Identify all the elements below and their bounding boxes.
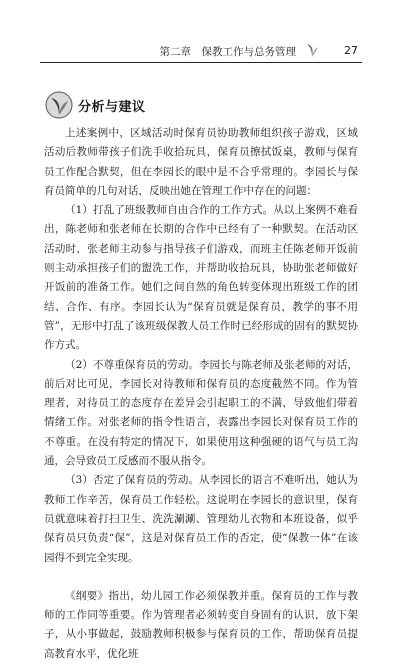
leaf-emblem-icon [44,90,74,120]
header-rule [40,62,362,63]
section-title: 分析与建议 [78,100,146,115]
paragraph-point-2: （2）不尊重保育员的劳动。李园长与陈老师及张老师的对话，前后对比可见，李园长对待教师和保育员的态度截然不同。作为管理者，对待员工的态度存在差异会引起职工的不满，导致他们带着情绪工作。对张老师的指令性语言，表露出李园长对保育员工作的不尊重。在没有特定的情况下，如果使用这种强硬的语气与员工沟通，会导致员工反感而不服从指令。 [44,358,358,468]
running-header [0,44,400,62]
body-text [44,124,358,664]
paragraph-intro: 上述案例中，区域活动时保育员协助教师组织孩子游戏，区域活动后教师带孩子们洗手收拾玩具，保育员擦拭饭桌，教师与保育员工作配合默契，但在李园长的眼中是不合乎常理的。李园长与保育员简单的几句对话，反映出她在管理工作中存在的问题： [44,127,358,197]
leaf-fleuron-icon [304,42,320,58]
paragraph-point-1: （1）打乱了班级教师自由合作的工作方式。从以上案例不难看出，陈老师和张老师在长期的合作中已经有了一种默契。在活动区活动时，张老师主动参与指导孩子们游戏，而班主任陈老师开饭前则主动承担孩子们的盥洗工作，并帮助收拾玩具，协助张老师做好开饭前的准备工作。她们之间自然的角色转变体现出班级工作的团结、合作、有序。李园长认为“保育员就是保育员，教学的事不用管”，无形中打乱了该班级保教人员工作时已经形成的固有的默契协作方式。 [44,204,358,352]
page-number: 27 [344,44,358,57]
paragraph-point-3: （3）否定了保育员的劳动。从李园长的语言不难听出，她认为教师工作辛苦，保育员工作轻松。这说明在李园长的意识里，保育员就意味着打扫卫生、洗洗涮涮、管理幼儿衣物和本班设备，似乎保育员只负责“保”，这是对保育员工作的否定，使“保教一体”在该园得不到完全实现。 [44,474,358,564]
section-heading [44,92,184,118]
chapter-title: 第二章 保教工作与总务管理 [159,46,296,58]
paragraph-guideline: 《纲要》指出，幼儿园工作必须保教并重。保育员的工作与教师的工作同等重要。作为管理者必须转变自身固有的认识，放下架子，从小事做起，鼓励教师积极参与保育员的工作，帮助保育员提高教育水平，优化班 [44,589,358,660]
